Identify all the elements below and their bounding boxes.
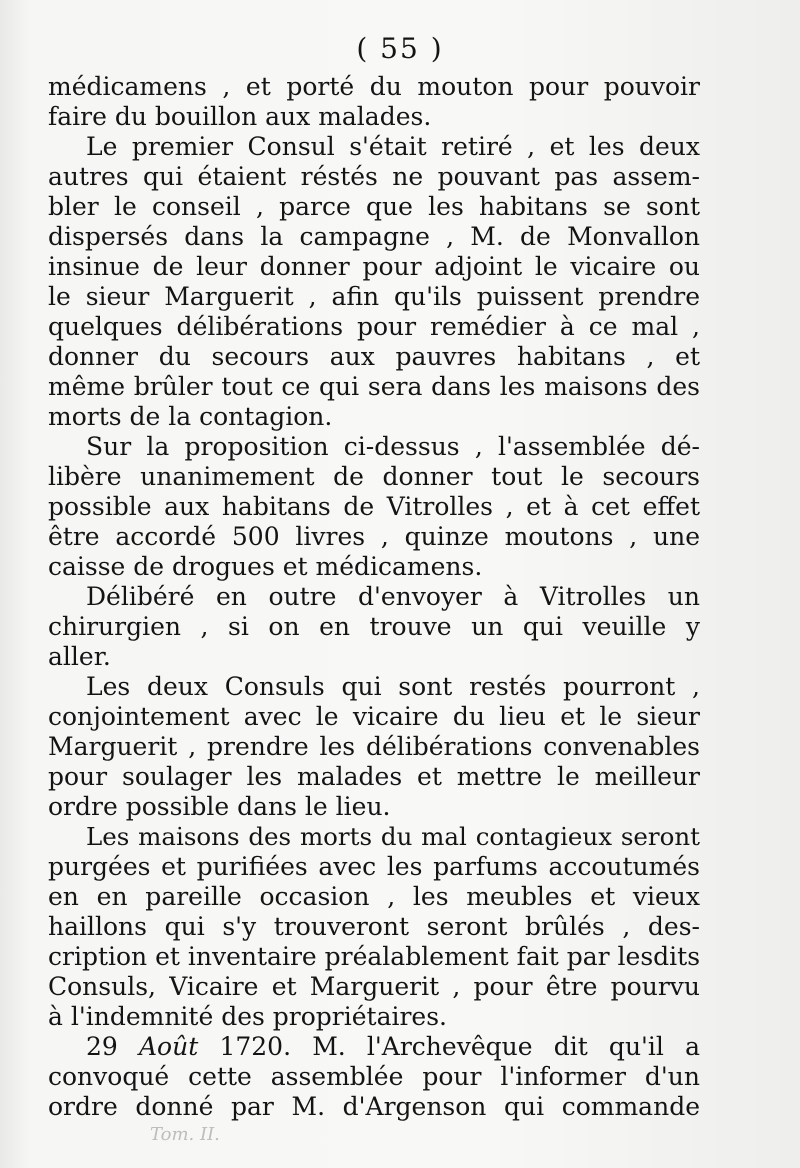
text-line: en en pareille occasion , les meubles et vieux [48, 882, 700, 911]
text-line: morts de la contagion. [48, 402, 333, 431]
text-line: aller. [48, 642, 111, 671]
text-line: quelques délibérations pour remédier à ce mal , [48, 312, 700, 341]
text-line: à l'indemnité des propriétaires. [48, 1002, 447, 1031]
text-line: Les maisons des morts du mal contagieux seront [86, 822, 700, 851]
date-month: Août [139, 1032, 199, 1061]
text-line: même brûler tout ce qui sera dans les maisons des [48, 372, 700, 401]
text-line: le sieur Marguerit , afin qu'ils puissent prendre [48, 282, 700, 311]
text-line: ordre possible dans le lieu. [48, 792, 391, 821]
text-line: haillons qui s'y trouveront seront brûlés , des- [48, 912, 700, 941]
text-line: ordre donné par M. d'Argenson qui commande [48, 1092, 700, 1121]
text-line: pour soulager les malades et mettre le meilleur [48, 762, 700, 791]
text-line: autres qui étaient réstés ne pouvant pas assem- [48, 162, 700, 191]
text-line: Marguerit , prendre les délibérations convenables [48, 732, 700, 761]
date-line [48, 1032, 700, 1062]
text-line: Délibéré en outre d'envoyer à Vitrolles un [86, 582, 700, 611]
date-day: 29 [86, 1032, 118, 1061]
text-line: donner du secours aux pauvres habitans , et [48, 342, 700, 371]
text-line: possible aux habitans de Vitrolles , et à cet effet [48, 492, 700, 521]
text-line: chirurgien , si on en trouve un qui veuille y [48, 612, 700, 641]
text-line: conjointement avec le vicaire du lieu et le sieur [48, 702, 700, 731]
text-line: purgées et purifiées avec les parfums accoutumés [48, 852, 700, 881]
text-line: faire du bouillon aux malades. [48, 102, 432, 131]
text-line: Le premier Consul s'était retiré , et les deux [86, 132, 700, 161]
text-line: Consuls, Vicaire et Marguerit , pour être pourvu [48, 972, 700, 1001]
text-line: Sur la proposition ci-dessus , l'assemblée dé- [86, 432, 700, 461]
text-line: cription et inventaire préalablement fait par lesdits [48, 942, 701, 971]
text-line: être accordé 500 livres , quinze moutons , une [48, 522, 700, 551]
text-line: libère unanimement de donner tout le secours [48, 462, 700, 491]
signature-mark: Tom. II. [150, 1124, 220, 1145]
text-line: convoqué cette assemblée pour l'informer d'un [48, 1062, 700, 1091]
text-line: caisse de drogues et médicamens. [48, 552, 483, 581]
text-line: bler le conseil , parce que les habitans se sont [48, 192, 700, 221]
text-line: dispersés dans la campagne , M. de Monvallon [48, 222, 700, 251]
body-text [48, 72, 700, 1122]
text-line: Les deux Consuls qui sont restés pourront , [86, 672, 700, 701]
page-number: ( 55 ) [356, 32, 444, 65]
date-rest: 1720. M. l'Archevêque dit qu'il a [219, 1032, 700, 1061]
text-line: insinue de leur donner pour adjoint le vicaire ou [48, 252, 700, 281]
text-line: médicamens , et porté du mouton pour pouvoir [48, 72, 700, 101]
